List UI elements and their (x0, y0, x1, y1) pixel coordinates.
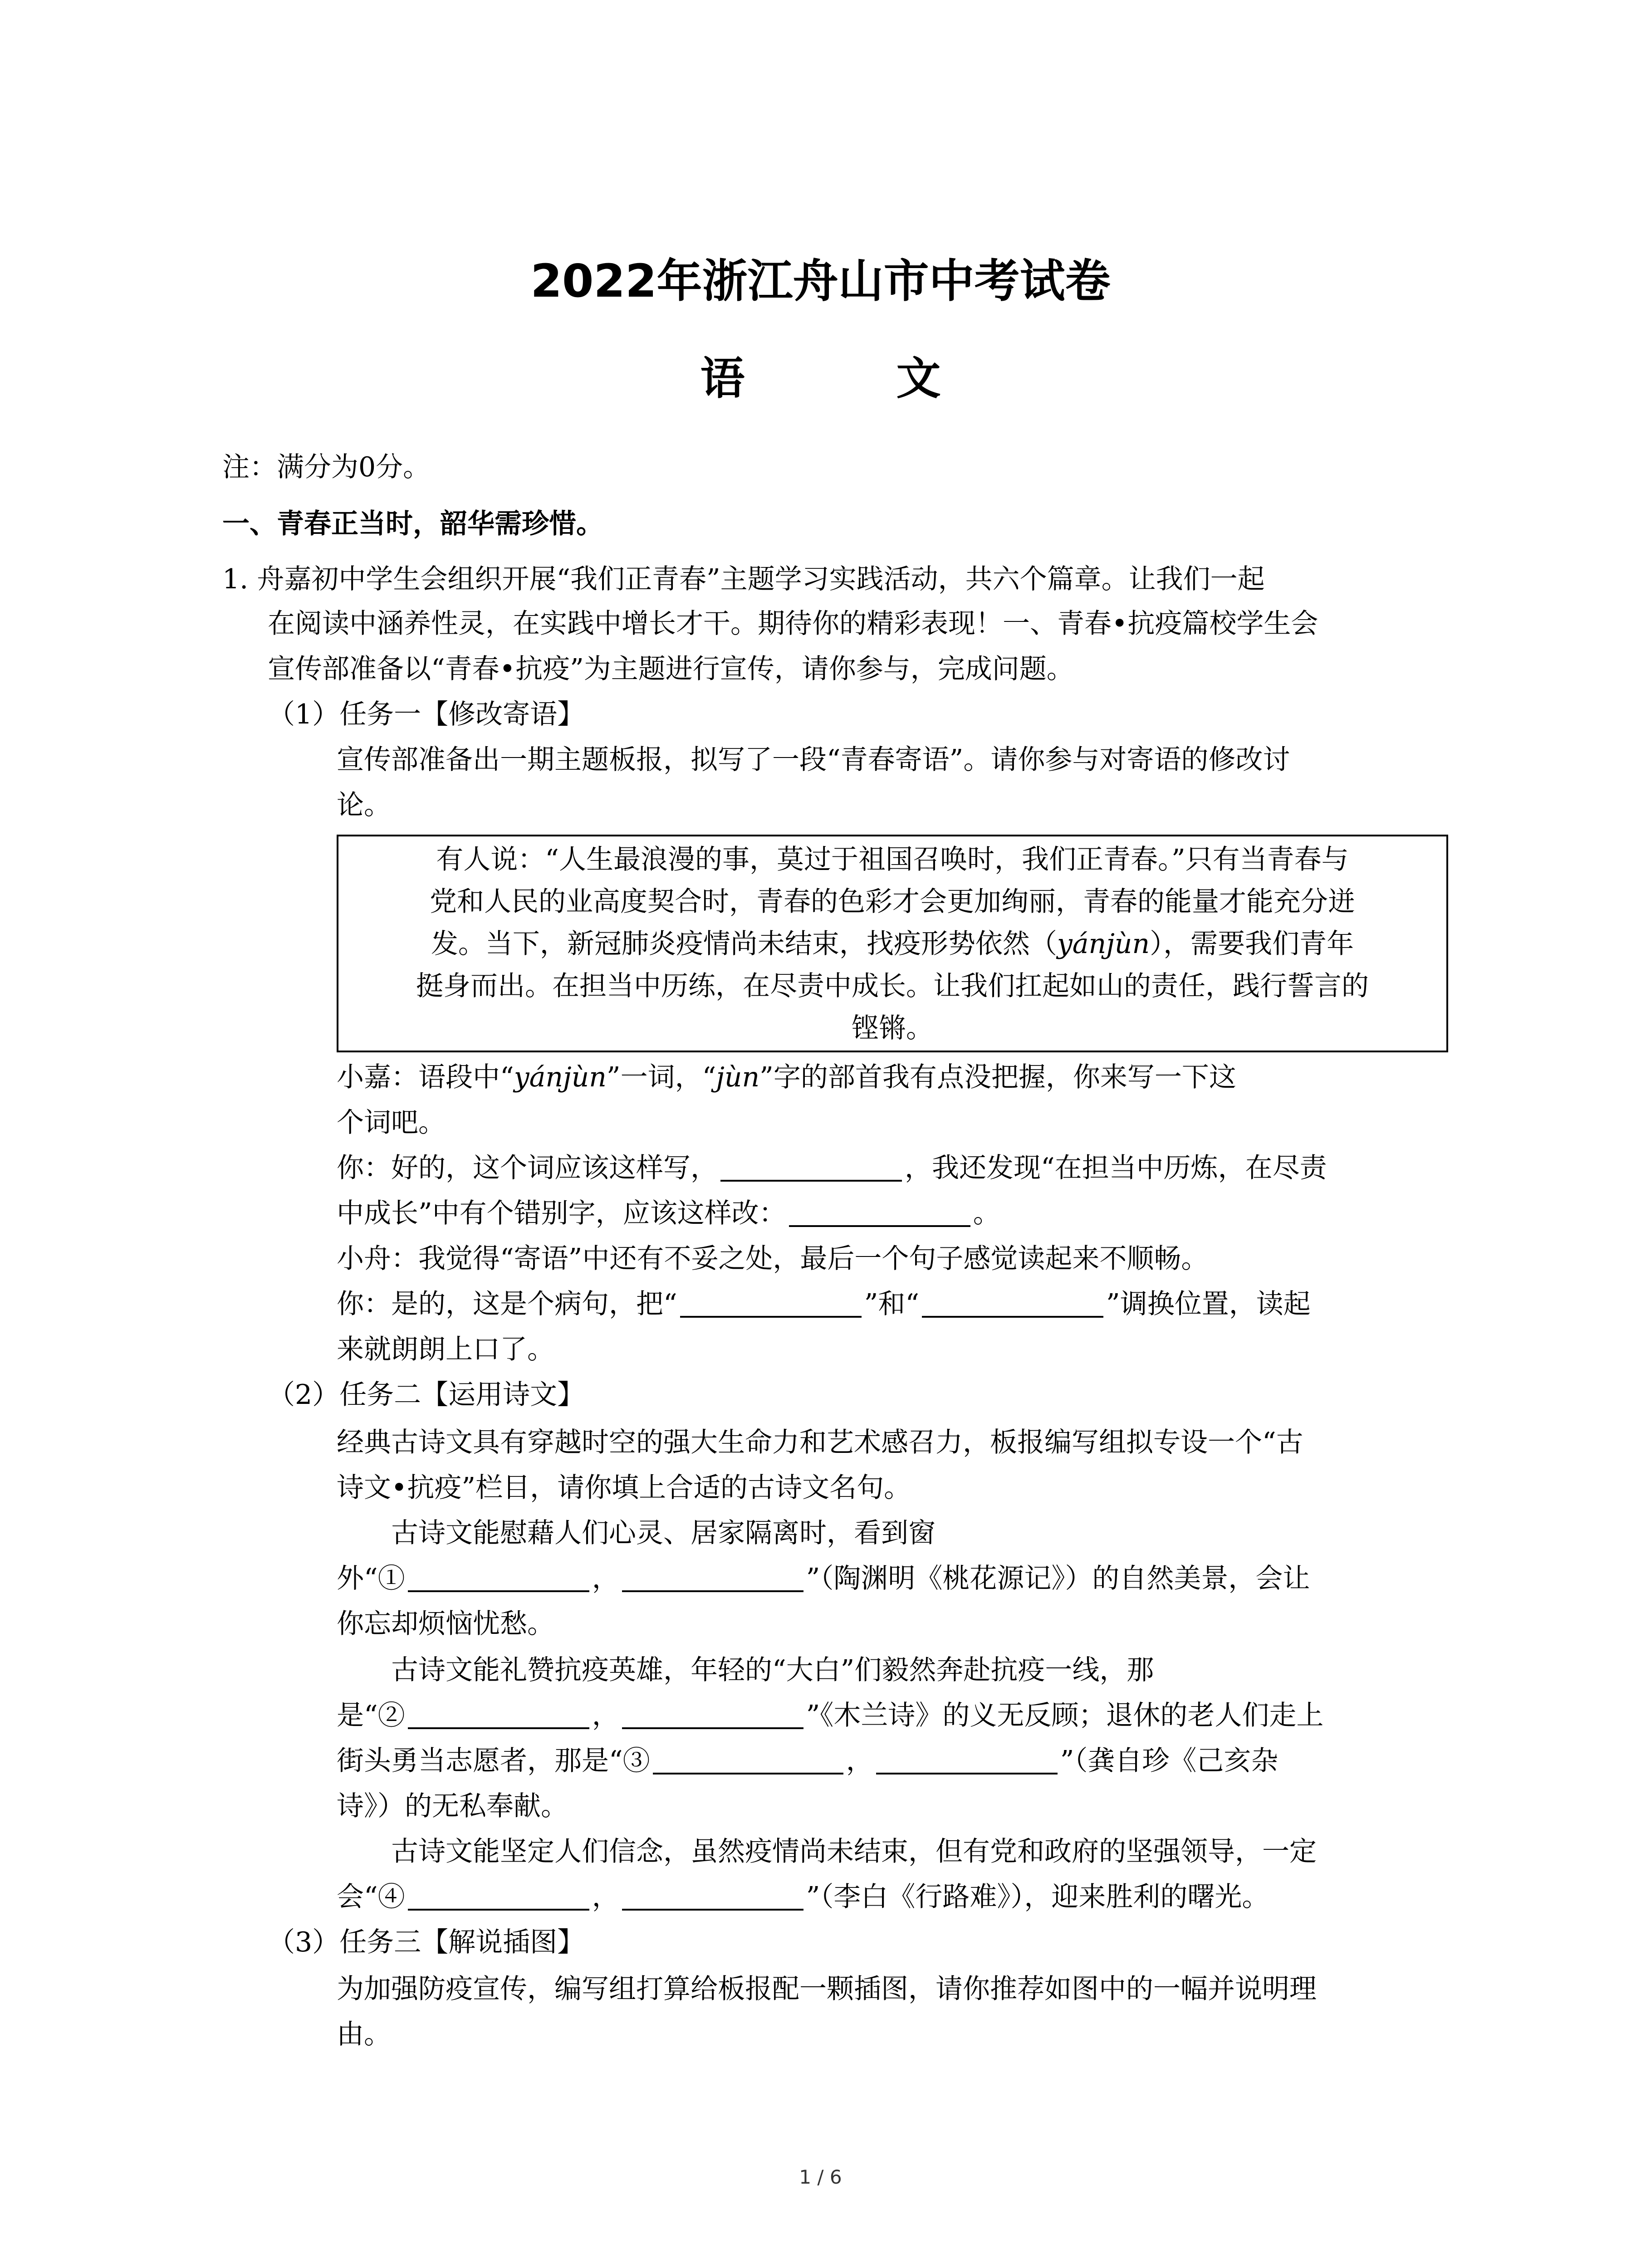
task3-desc-line-1: 为加强防疫宣传，编写组打算给板报配一颗插图，请你推荐如图中的一幅并说明理 (337, 1973, 1317, 2005)
poem-para-1-end: 你忘却烦恼忧愁。 (337, 1608, 554, 1640)
task2-desc-line-2: 诗文•抗疫”栏目，请你填上合适的古诗文名句。 (337, 1472, 911, 1504)
answer-blank-2a[interactable] (408, 1701, 589, 1729)
poem-para-2: 古诗文能礼赞抗疫英雄，年轻的“大白”们毅然奔赴抗疫一线，那 (391, 1654, 1154, 1686)
dialog-you-1: 你：好的，这个词应该这样写， ，我还发现“在担当中历炼，在尽责 (337, 1152, 1327, 1184)
score-note: 注：满分为0分。 (222, 451, 431, 483)
dialog-xiaojia: 小嘉：语段中“yánjùn”一词，“jùn”字的部首我有点没把握，你来写一下这 (337, 1061, 1236, 1093)
answer-blank-4b[interactable] (622, 1882, 803, 1911)
task1-desc-line-1: 宣传部准备出一期主题板报，拟写了一段“青春寄语”。请你参与对寄语的修改讨 (337, 744, 1290, 776)
task3-heading: （3）任务三【解说插图】 (268, 1926, 585, 1958)
answer-blank-typo[interactable] (789, 1199, 970, 1227)
task1-desc-line-2: 论。 (337, 789, 391, 821)
q1-intro-line-2: 在阅读中涵养性灵，在实践中增长才干。期待你的精彩表现！一、青春•抗疫篇校学生会 (268, 608, 1318, 640)
dialog-you-1-cont: 中成长”中有个错别字，应该这样改： 。 (337, 1198, 1000, 1229)
poem-para-2-end: 诗》）的无私奉献。 (337, 1790, 568, 1822)
dialog-you-2: 你：是的，这是个病句，把“ ”和“ ”调换位置，读起 (337, 1288, 1311, 1320)
dialog-xiaozhou: 小舟：我觉得“寄语”中还有不妥之处，最后一个句子感觉读起来不顺畅。 (337, 1243, 1209, 1275)
task2-desc-line-1: 经典古诗文具有穿越时空的强大生命力和艺术感召力，板报编写组拟专设一个“古 (337, 1427, 1303, 1458)
exam-title: 2022年浙江舟山市中考试卷 (530, 254, 1111, 308)
exam-subject: 语 文 (700, 353, 1009, 405)
poem-blank-1: 外“① ， ”（陶渊明《桃花源记》）的自然美景，会让 (337, 1563, 1310, 1594)
answer-blank-3b[interactable] (876, 1746, 1058, 1774)
answer-blank-1b[interactable] (622, 1564, 803, 1592)
answer-blank-2b[interactable] (622, 1701, 803, 1729)
poem-para-1: 古诗文能慰藉人们心灵、居家隔离时，看到窗 (391, 1517, 936, 1549)
task1-heading: （1）任务一【修改寄语】 (268, 699, 585, 730)
answer-blank-4a[interactable] (408, 1882, 589, 1911)
poem-para-3: 古诗文能坚定人们信念，虽然疫情尚未结束，但有党和政府的坚强领导，一定 (391, 1836, 1317, 1867)
q1-intro-line-1: 1. 舟嘉初中学生会组织开展“我们正青春”主题学习实践活动，共六个篇章。让我们一起 (222, 563, 1265, 595)
dialog-you-2-cont: 来就朗朗上口了。 (337, 1334, 554, 1365)
pinyin-yanjun: yánjùn (1057, 928, 1150, 960)
q1-intro-line-3: 宣传部准备以“青春•抗疫”为主题进行宣传，请你参与，完成问题。 (268, 653, 1074, 685)
box-line-4: 挺身而出。在担当中历练，在尽责中成长。让我们扛起如山的责任，践行誓言的 (416, 970, 1369, 1002)
answer-blank-1a[interactable] (408, 1564, 589, 1592)
poem-blank-3: 街头勇当志愿者，那是“③ ， ”（龚自珍《己亥杂 (337, 1745, 1279, 1777)
poem-blank-2: 是“② ， ”《木兰诗》的义无反顾；退休的老人们走上 (337, 1700, 1324, 1731)
box-line-3: 发。当下，新冠肺炎疫情尚未结束，找疫形势依然（yánjùn），需要我们青年 (431, 928, 1354, 960)
page-number: 1 / 6 (799, 2166, 842, 2188)
task3-desc-line-2: 由。 (337, 2019, 391, 2050)
dialog-xiaojia-cont: 个词吧。 (337, 1107, 446, 1139)
poem-blank-4: 会“④ ， ”（李白《行路难》），迎来胜利的曙光。 (337, 1881, 1269, 1913)
answer-blank-3a[interactable] (653, 1746, 843, 1774)
box-line-2: 党和人民的业高度契合时，青春的色彩才会更加绚丽，青春的能量才能充分迸 (430, 886, 1355, 918)
task2-heading: （2）任务二【运用诗文】 (268, 1379, 585, 1411)
box-line-5: 铿锵。 (852, 1012, 933, 1044)
section-heading: 一、青春正当时，韶华需珍惜。 (222, 508, 603, 540)
answer-blank-word[interactable] (720, 1154, 902, 1182)
box-line-1: 有人说：“人生最浪漫的事，莫过于祖国召唤时，我们正青春。”只有当青春与 (436, 844, 1349, 875)
answer-blank-swap-2[interactable] (922, 1290, 1103, 1318)
answer-blank-swap-1[interactable] (680, 1290, 862, 1318)
